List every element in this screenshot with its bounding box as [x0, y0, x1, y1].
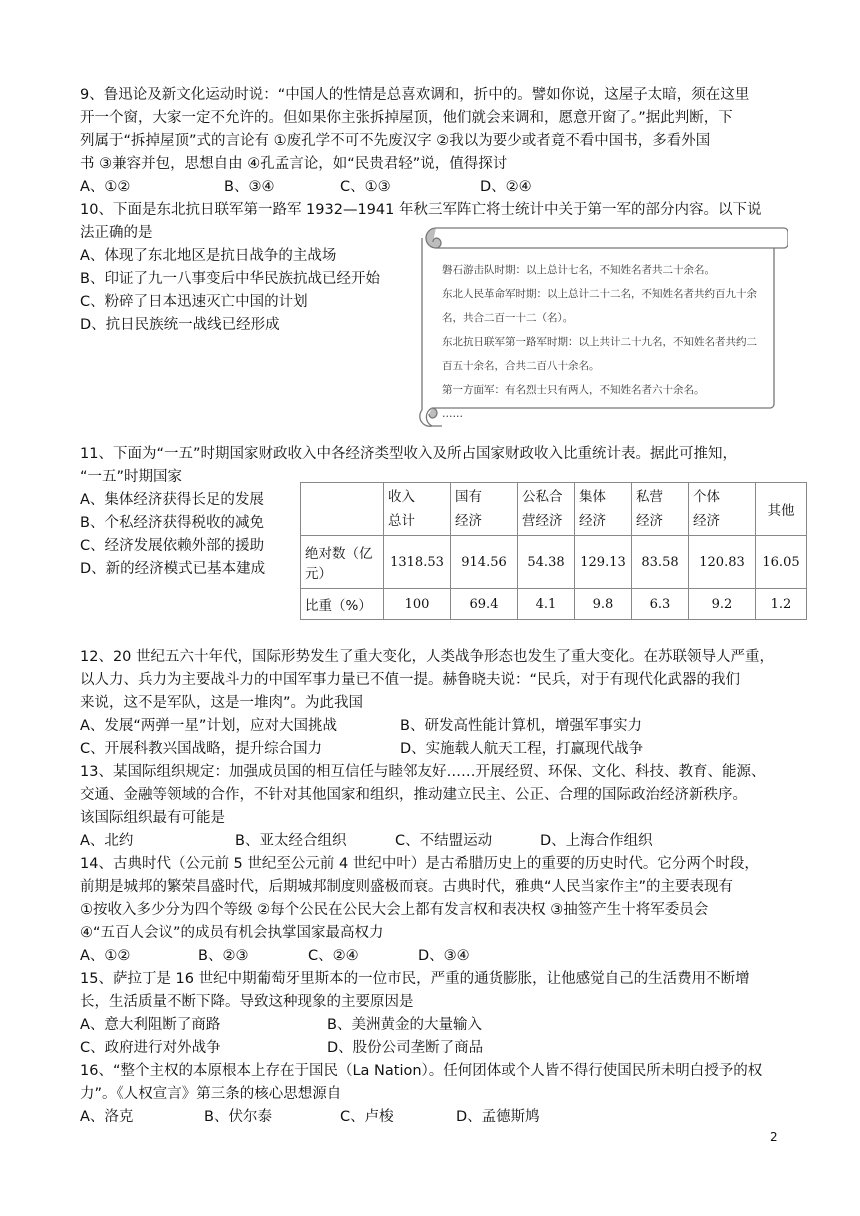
- q9-option-b[interactable]: B、③④: [224, 179, 275, 195]
- q12-line: 来说，这不是军队，这是一堆肉”。为此我国: [80, 695, 364, 711]
- scroll-line: 百五十余名，合共二百八十余名。: [442, 360, 600, 372]
- table-cell: 9.8: [575, 589, 632, 620]
- q13-line: 13、某国际组织规定：加强成员国的相互信任与睦邻友好……开展经贸、环保、文化、科技、教育、能源、: [80, 764, 766, 780]
- q14-option-c[interactable]: C、②④: [308, 948, 359, 964]
- question-9: [80, 84, 780, 199]
- scroll-line: 磐石游击队时期：以上总计七名，不知姓名者共二十余名。: [442, 264, 715, 276]
- table-corner-cell: [301, 483, 384, 536]
- table-cell: 120.83: [689, 536, 756, 589]
- q9-option-d[interactable]: D、②④: [480, 179, 532, 195]
- table-header-cell: 国有 经济: [451, 483, 518, 536]
- scroll-content: [442, 258, 772, 426]
- q14-options: [80, 945, 780, 968]
- q9-options: [80, 176, 780, 199]
- q12-option-c[interactable]: C、开展科教兴国战略，提升综合国力: [80, 741, 323, 757]
- q9-option-c[interactable]: C、①③: [340, 179, 391, 195]
- q11-line: “一五”时期国家: [80, 469, 183, 485]
- q13-option-c[interactable]: C、不结盟运动: [395, 833, 493, 849]
- q13-line: 该国际组织最有可能是: [80, 810, 225, 826]
- q10-option-b[interactable]: B、印证了九一八事变后中华民族抗战已经开始: [80, 271, 380, 287]
- q11-option-c[interactable]: C、经济发展依赖外部的援助: [80, 538, 265, 554]
- q12-options-row: [80, 715, 780, 738]
- table-cell: 4.1: [518, 589, 575, 620]
- q9-line: 开一个窗，大家一定不允许的。但如果你主张拆掉屋顶，他们就会来调和，愿意开窗了。”据此判断，下: [80, 110, 733, 126]
- q10-line: 法正确的是: [80, 225, 153, 241]
- q14-option-a[interactable]: A、①②: [80, 948, 131, 964]
- table-cell: 9.2: [689, 589, 756, 620]
- q12-option-b[interactable]: B、研发高性能计算机，增强军事实力: [400, 718, 642, 734]
- table-header-row: [301, 483, 807, 536]
- scroll-line: ……: [442, 408, 463, 420]
- q13-line: 交通、金融等领域的合作，不针对其他国家和组织，推动建立民主、公正、合理的国际政治经济新秩序。: [80, 787, 747, 803]
- q13-option-d[interactable]: D、上海合作组织: [540, 833, 653, 849]
- q10-option-d[interactable]: D、抗日民族统一战线已经形成: [80, 317, 280, 333]
- q14-line: ④“五百人会议”的成员有机会执掌国家最高权力: [80, 925, 384, 941]
- table-cell: 54.38: [518, 536, 575, 589]
- q10-option-c[interactable]: C、粉碎了日本迅速灭亡中国的计划: [80, 294, 308, 310]
- table-cell: 100: [384, 589, 451, 620]
- table-header-cell: 个体 经济: [689, 483, 756, 536]
- q10-line: 10、下面是东北抗日联军第一路军 1932—1941 年秋三军阵亡将士统计中关于第一军的部分内容。以下说: [80, 202, 762, 218]
- q11-option-d[interactable]: D、新的经济模式已基本建成: [80, 561, 266, 577]
- table-cell: 6.3: [632, 589, 689, 620]
- q13-options: [80, 830, 780, 853]
- q15-option-d[interactable]: D、股份公司垄断了商品: [327, 1040, 484, 1056]
- question-16: [80, 1060, 780, 1129]
- table-cell: 1318.53: [384, 536, 451, 589]
- question-14: [80, 853, 780, 968]
- table-row: [301, 536, 807, 589]
- table-cell: 83.58: [632, 536, 689, 589]
- scroll-line: 东北抗日联军第一路军时期：以上共计二十九名，不知姓名者共约二: [442, 336, 757, 348]
- table-cell: 129.13: [575, 536, 632, 589]
- q9-line: 列属于“拆掉屋顶”式的言论有 ①废孔学不可不先废汉字 ②我以为要少或者竟不看中国书，多看外国: [80, 133, 711, 149]
- q15-option-a[interactable]: A、意大利阻断了商路: [80, 1017, 221, 1033]
- q9-line: 书 ③兼容并包，思想自由 ④孔孟言论，如“民贵君轻”说，值得探讨: [80, 156, 508, 172]
- q9-line: 9、鲁迅论及新文化运动时说：“中国人的性情是总喜欢调和，折中的。譬如你说，这屋子太暗，须在这里: [80, 87, 750, 103]
- q12-option-d[interactable]: D、实施载人航天工程，打赢现代战争: [400, 741, 644, 757]
- scroll-line: 名，共合二百一十二（名）。: [442, 312, 574, 324]
- table-row: [301, 589, 807, 620]
- q11-line: 11、下面为“一五”时期国家财政收入中各经济类型收入及所占国家财政收入比重统计表。据此可推知，: [80, 446, 737, 462]
- q16-line: 力”。《人权宣言》第三条的核心思想源自: [80, 1086, 342, 1102]
- q14-line: 前期是城邦的繁荣昌盛时代，后期城邦制度则盛极而衰。古典时代，雅典“人民当家作主”的主要表现有: [80, 879, 734, 895]
- q12-line: 以人力、兵力为主要战斗力的中国军事力量已不值一提。赫鲁晓夫说：“民兵，对于有现代化武器的我们: [80, 672, 741, 688]
- q11-option-a[interactable]: A、集体经济获得长足的发展: [80, 492, 264, 508]
- q13-option-b[interactable]: B、亚太经合组织: [235, 833, 347, 849]
- table-header-cell: 私营 经济: [632, 483, 689, 536]
- table-cell: 69.4: [451, 589, 518, 620]
- q10-option-a[interactable]: A、体现了东北地区是抗日战争的主战场: [80, 248, 337, 264]
- page-number: 2: [770, 1130, 778, 1144]
- q16-line: 16、“整个主权的本原根本上存在于国民（La Nation）。任何团体或个人皆不得行使国民所未明白授予的权: [80, 1063, 763, 1079]
- table-cell: 16.05: [756, 536, 807, 589]
- q16-option-b[interactable]: B、伏尔泰: [204, 1109, 272, 1125]
- q11-option-b[interactable]: B、个私经济获得税收的减免: [80, 515, 264, 531]
- q16-option-c[interactable]: C、卢梭: [340, 1109, 394, 1125]
- table-row-label: 绝对数（亿元）: [301, 536, 384, 589]
- q9-option-a[interactable]: A、①②: [80, 179, 131, 195]
- question-15: [80, 968, 780, 1060]
- scroll-line: 东北人民革命军时期：以上总计二十二名，不知姓名者共约百九十余: [442, 288, 757, 300]
- scroll-line: 第一方面军：有名烈士只有两人，不知姓名者六十余名。: [442, 384, 705, 396]
- q15-line: 长，生活质量不断下降。导致这种现象的主要原因是: [80, 994, 414, 1010]
- q15-line: 15、萨拉丁是 16 世纪中期葡萄牙里斯本的一位市民，严重的通货膨胀，让他感觉自己的生活费用不断增: [80, 971, 750, 987]
- q16-option-a[interactable]: A、洛克: [80, 1109, 134, 1125]
- question-12: [80, 646, 780, 761]
- q14-option-d[interactable]: D、③④: [418, 948, 470, 964]
- q15-options-row: [80, 1014, 780, 1037]
- finance-table: [300, 482, 807, 620]
- table-row-label: 比重（%）: [301, 589, 384, 620]
- table-header-cell: 集体 经济: [575, 483, 632, 536]
- table-header-cell: 公私合 营经济: [518, 483, 575, 536]
- q16-options: [80, 1106, 780, 1129]
- table-header-cell: 收入 总计: [384, 483, 451, 536]
- q12-option-a[interactable]: A、发展“两弹一星”计划，应对大国挑战: [80, 718, 337, 734]
- q15-options-row: [80, 1037, 780, 1060]
- q12-options-row: [80, 738, 780, 761]
- q14-option-b[interactable]: B、②③: [198, 948, 249, 964]
- table-cell: 914.56: [451, 536, 518, 589]
- q14-line: 14、古典时代（公元前 5 世纪至公元前 4 世纪中叶）是古希腊历史上的重要的历史时代。它分两个时段，: [80, 856, 759, 872]
- q15-option-b[interactable]: B、美洲黄金的大量输入: [327, 1017, 482, 1033]
- q16-option-d[interactable]: D、孟德斯鸠: [456, 1109, 540, 1125]
- q13-option-a[interactable]: A、北约: [80, 833, 134, 849]
- table-header-cell: 其他: [756, 483, 807, 536]
- q14-line: ①按收入多少分为四个等级 ②每个公民在公民大会上都有发言权和表决权 ③抽签产生十将军委员会: [80, 902, 709, 918]
- question-13: [80, 761, 780, 853]
- q15-option-c[interactable]: C、政府进行对外战争: [80, 1040, 221, 1056]
- table-cell: 1.2: [756, 589, 807, 620]
- q12-line: 12、20 世纪五六十年代，国际形势发生了重大变化，人类战争形态也发生了重大变化。在苏联领导人严重，: [80, 649, 775, 665]
